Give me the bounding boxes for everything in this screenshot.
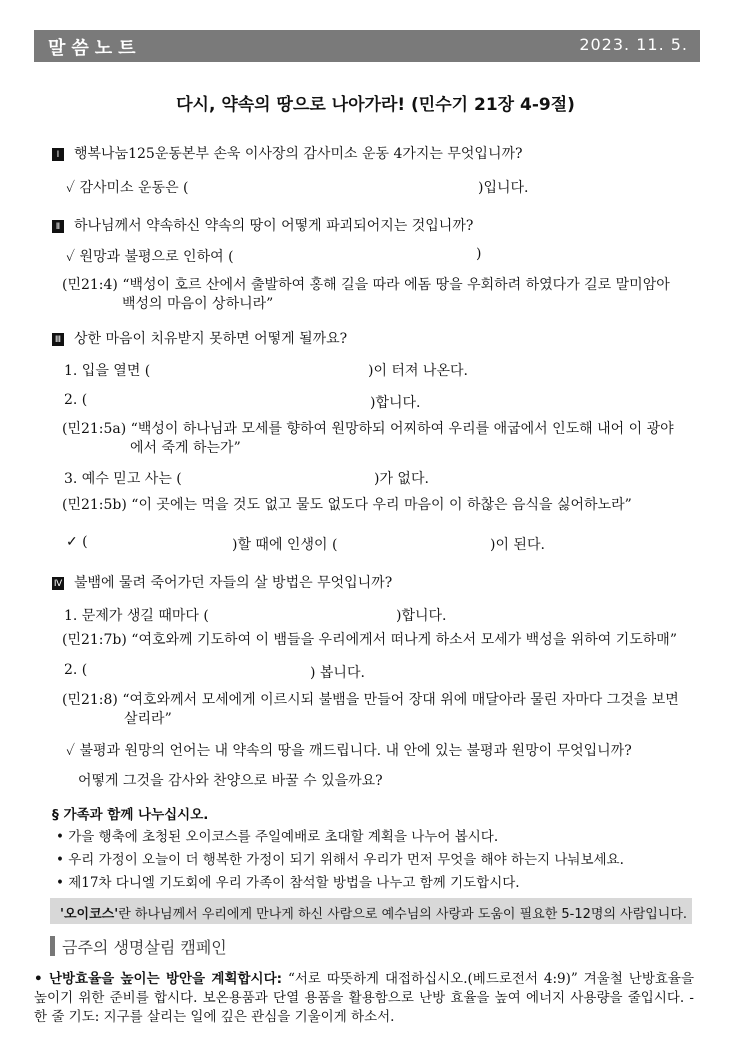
q4-reflection-cont: 어떻게 그것을 감사와 찬양으로 바꿀 수 있을까요? [78, 773, 383, 789]
scripture-ref: (민21:7b) “여호와께 기도하여 이 뱀들을 우리에게서 떠나게 하소서 모세가 백성을 위하여 기도하매” [62, 632, 677, 648]
scripture-ref-cont: 에서 죽게 하는가” [130, 440, 241, 456]
q4-item-2-start: 2. ( [64, 662, 88, 678]
question-text: 상한 마음이 치유받지 못하면 어떻게 될까요? [74, 331, 348, 347]
page-title: 다시, 약속의 땅으로 나아가라! (민수기 21장 4-9절) [176, 95, 575, 115]
oikos-term: '오이코스' [60, 907, 119, 922]
roman-numeral: Ⅰ [52, 148, 64, 161]
q4-item-1-start: 1. 문제가 생길 때마다 ( [64, 608, 209, 624]
header-label: 말씀노트 [48, 38, 142, 59]
q4-reflection: ✓ 불평과 원망의 언어는 내 약속의 땅을 깨드립니다. 내 안에 있는 불평과 원망이 무엇입니까? [66, 743, 632, 759]
oikos-note [50, 898, 692, 924]
q4-item-2-end: ) 봅니다. [310, 665, 365, 681]
scripture-ref: (민21:5a) “백성이 하나님과 모세를 향하여 원망하되 어찌하여 우리를 애굽에서 인도해 내어 이 광야 [62, 421, 674, 437]
q3-item-2-end: )합니다. [370, 395, 421, 411]
family-item: • 가을 행축에 초청된 오이코스를 주일예배로 초대할 계획을 나누어 봅시다. [56, 829, 499, 845]
scripture-ref: (민21:4) “백성이 호르 산에서 출발하여 홍해 길을 따라 에돔 땅을 우회하려 하였다가 길로 말미암아 [62, 277, 670, 293]
header-bar [34, 30, 700, 62]
campaign-marker [50, 936, 55, 956]
campaign-title: 금주의 생명살림 캠페인 [62, 938, 227, 957]
q2-answer-end: ) [476, 246, 482, 262]
q3-item-1-start: 1. 입을 열면 ( [64, 363, 151, 379]
campaign-text [34, 970, 694, 1027]
q1-answer-end: )입니다. [478, 180, 529, 196]
question-1 [52, 143, 523, 163]
question-4 [52, 572, 392, 592]
q3-answer-end: )이 된다. [490, 537, 545, 553]
question-text: 행복나눔125운동본부 손욱 이사장의 감사미소 운동 4가지는 무엇입니까? [74, 146, 523, 162]
scripture-ref-cont: 백성의 마음이 상하니라” [122, 296, 274, 312]
q3-item-3-start: 3. 예수 믿고 사는 ( [64, 471, 182, 487]
family-item: • 제17차 다니엘 기도회에 우리 가족이 참석할 방법을 나누고 함께 기도합시다. [56, 875, 520, 891]
q2-answer-start: ✓ 원망과 불평으로 인하여 ( [66, 249, 234, 265]
family-item: • 우리 가정이 오늘이 더 행복한 가정이 되기 위해서 우리가 먼저 무엇을 해야 하는지 나눠보세요. [56, 852, 624, 868]
question-2 [52, 215, 473, 235]
q3-item-2-start: 2. ( [64, 392, 88, 408]
q3-answer-mid: )할 때에 인생이 ( [232, 537, 338, 553]
q1-answer-start: ✓ 감사미소 운동은 ( [66, 180, 189, 196]
roman-numeral: Ⅳ [53, 578, 63, 588]
header-date: 2023. 11. 5. [579, 35, 688, 54]
q3-answer-start: ✓ ( [66, 534, 88, 550]
question-3 [52, 328, 347, 348]
scripture-ref: (민21:5b) “이 곳에는 먹을 것도 없고 물도 없도다 우리 마음이 이 하찮은 음식을 싫어하노라” [62, 497, 632, 513]
scripture-ref: (민21:8) “여호와께서 모세에게 이르시되 불뱀을 만들어 장대 위에 매달아라 물린 자마다 그것을 보면 [62, 692, 679, 708]
question-text: 불뱀에 물려 죽어가던 자들의 살 방법은 무엇입니까? [74, 575, 393, 591]
campaign-body: “서로 따뜻하게 대접하십시오.(베드로전서 4:9)” 겨울철 난방효율을 높이기 위한 준비를 합시다. 보온용품과 단열 용품을 활용함으로 난방 효율을 높여 에너지 사용량을 줄입시다. - 한 줄 기도: 지구를 살리는 일에 깊은 관심을 기울이게 하소서. [34, 971, 694, 1025]
question-text: 하나님께서 약속하신 약속의 땅이 어떻게 파괴되어지는 것입니까? [74, 218, 474, 234]
q3-item-3-end: )가 없다. [374, 471, 429, 487]
scripture-ref-cont: 살리라” [124, 711, 172, 727]
family-heading: § 가족과 함께 나누십시오. [52, 807, 209, 823]
roman-numeral: Ⅱ [52, 220, 64, 233]
q3-item-1-end: )이 터져 나온다. [368, 363, 468, 379]
q4-item-1-end: )합니다. [396, 608, 447, 624]
roman-numeral: Ⅲ [52, 333, 64, 346]
oikos-text: 란 하나님께서 우리에게 만나게 하신 사람으로 예수님의 사랑과 도움이 필요한 5-12명의 사람입니다. [118, 907, 688, 922]
campaign-heading: • 난방효율을 높이는 방안을 계획합시다: [34, 971, 283, 987]
